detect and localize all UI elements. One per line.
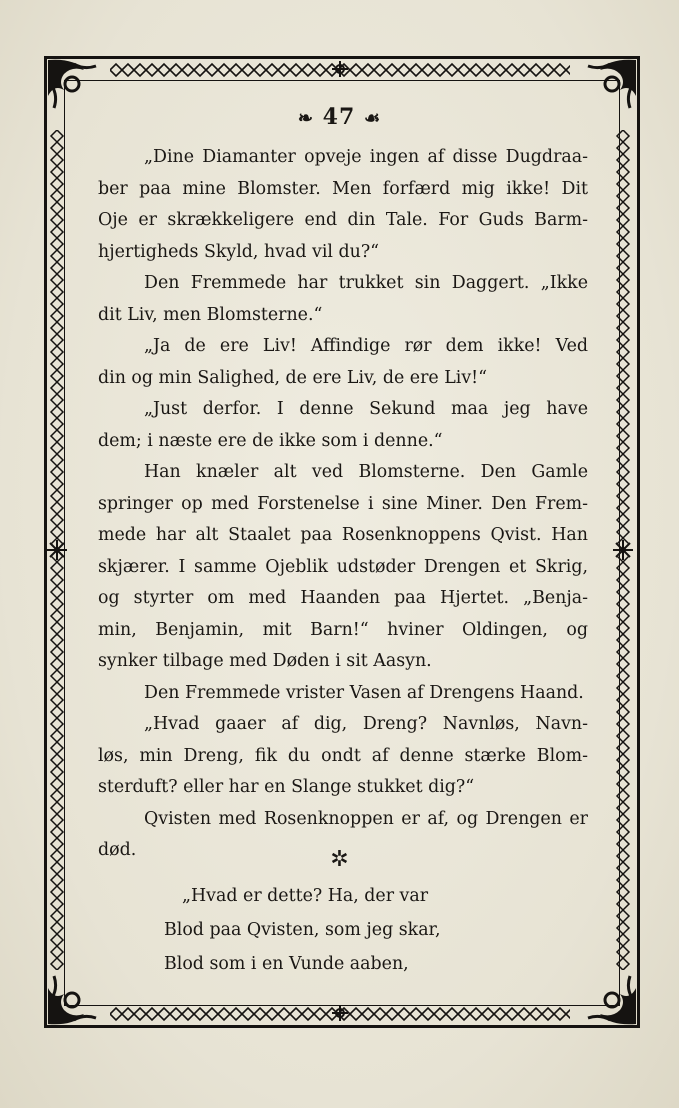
text-line: Den Fremmede har trukket sin Daggert. „Ikke <box>144 273 588 293</box>
verse-line: „Hvad er dette? Ha, der var <box>182 886 429 906</box>
page-number: 47 <box>322 104 356 130</box>
rosette-ornament-icon <box>330 1003 350 1023</box>
paragraph <box>98 709 588 804</box>
text-line: ber paa mine Blomster. Men forfærd mig ikke! Dit <box>98 178 588 199</box>
text-line: Han knæler alt ved Blomsterne. Den Gamle <box>144 462 588 482</box>
paragraph <box>98 142 588 268</box>
verse-block <box>164 879 584 981</box>
text-line: og styrter om med Haanden paa Hjertet. „Benja- <box>98 588 588 608</box>
text-line: Den Fremmede vrister Vasen af Drengens Haand. <box>144 682 584 703</box>
corner-ornament-icon <box>44 968 104 1028</box>
text-line: synker tilbage med Døden i sit Aasyn. <box>98 651 432 671</box>
text-line: „Dine Diamanter opveje ingen af disse Dugdraa- <box>144 147 588 167</box>
text-line: min, Benjamin, mit Barn!“ hviner Oldingen, og <box>98 619 588 640</box>
body-text <box>98 142 588 867</box>
fleuron-right-icon: ☙ <box>363 108 382 129</box>
fleuron-left-icon: ❧ <box>297 108 314 129</box>
paragraph <box>98 457 588 678</box>
text-line: „Hvad gaaer af dig, Dreng? Navnløs, Navn- <box>144 714 588 734</box>
text-line: løs, min Dreng, fik du ondt af denne stærke Blom- <box>98 745 588 766</box>
text-line: springer op med Forstenelse i sine Miner. Den Frem- <box>98 493 588 514</box>
text-line: hjertigheds Skyld, hvad vil du?“ <box>98 241 380 262</box>
paragraph <box>98 268 588 331</box>
text-line: din og min Salighed, de ere Liv, de ere Liv!“ <box>98 367 488 388</box>
verse-line: Blod paa Qvisten, som jeg skar, <box>164 920 441 940</box>
text-line: dit Liv, men Blomsterne.“ <box>98 304 323 325</box>
text-line: „Ja de ere Liv! Affindige rør dem ikke! Ved <box>144 336 588 356</box>
text-line: død. <box>98 840 137 860</box>
text-line: Qvisten med Rosenknoppen er af, og Drengen er <box>144 808 588 829</box>
paragraph <box>98 331 588 394</box>
paragraph <box>98 394 588 457</box>
text-line: dem; i næste ere de ikke som i denne.“ <box>98 430 443 451</box>
verse-line: Blod som i en Vunde aaben, <box>164 954 409 974</box>
text-line: Oje er skrækkeligere end din Tale. For Guds Barm- <box>98 210 588 230</box>
rosette-ornament-icon <box>47 540 67 560</box>
section-separator-icon: ✲ <box>330 847 349 872</box>
page-header <box>0 104 679 130</box>
text-line: mede har alt Staalet paa Rosenknoppens Qvist. Han <box>98 525 588 545</box>
text-line: sterduft? eller har en Slange stukket dig?“ <box>98 777 475 797</box>
text-line: skjærer. I samme Ojeblik udstøder Drengen et Skrig, <box>98 556 588 577</box>
paragraph <box>98 678 588 710</box>
text-line: „Just derfor. I denne Sekund maa jeg have <box>144 399 588 419</box>
rosette-ornament-icon <box>613 540 633 560</box>
corner-ornament-icon <box>580 968 640 1028</box>
rosette-ornament-icon <box>330 59 350 79</box>
